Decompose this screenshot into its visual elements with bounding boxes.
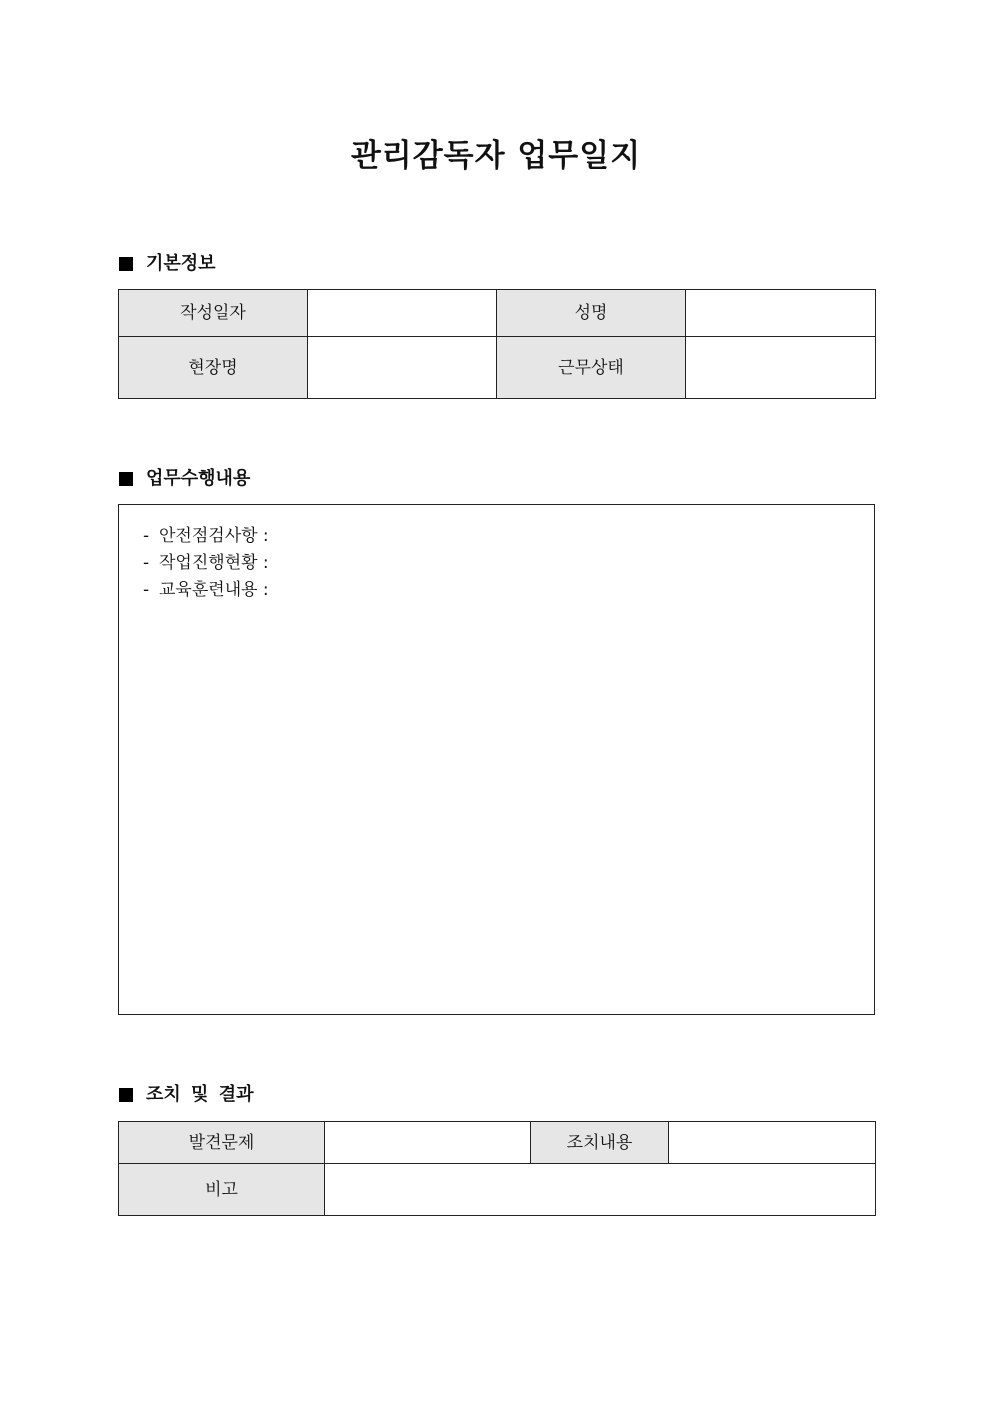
action-taken-label: 조치내용 [531,1122,669,1164]
section-heading-action-result-text: 조치 및 결과 [146,1084,254,1105]
issue-found-field[interactable] [325,1122,531,1164]
work-status-field[interactable] [686,337,876,399]
dash-marker: - [143,553,150,573]
section-heading-basic-info-text: 기본정보 [146,253,216,274]
training-content-label: 교육훈련내용 : [159,580,269,600]
work-progress-label: 작업진행현황 : [159,553,269,573]
site-name-label: 현장명 [119,337,308,399]
document-title: 관리감독자 업무일지 [350,138,642,174]
dash-marker: - [143,580,150,600]
work-content-box[interactable] [118,504,875,1015]
action-result-table [118,1121,876,1216]
work-content-list [143,523,269,604]
action-result-row [119,1122,876,1164]
site-name-field[interactable] [308,337,497,399]
basic-info-table [118,289,876,399]
section-heading-action-result [119,1082,253,1108]
basic-info-row [119,337,876,399]
safety-inspection-label: 안전점검사항 : [159,526,269,546]
list-item [143,577,269,604]
written-date-field[interactable] [308,290,497,337]
remarks-label: 비고 [119,1164,325,1216]
square-bullet-icon [119,1088,133,1102]
list-item [143,550,269,577]
name-field[interactable] [686,290,876,337]
issue-found-label: 발견문제 [119,1122,325,1164]
square-bullet-icon [119,472,133,486]
written-date-label: 작성일자 [119,290,308,337]
section-heading-work-performed [119,466,250,492]
square-bullet-icon [119,257,133,271]
work-status-label: 근무상태 [497,337,686,399]
section-heading-basic-info [119,251,216,277]
dash-marker: - [143,526,150,546]
name-label: 성명 [497,290,686,337]
remarks-field[interactable] [325,1164,876,1216]
action-result-row [119,1164,876,1216]
section-heading-work-performed-text: 업무수행내용 [146,468,251,489]
list-item [143,523,269,550]
basic-info-row [119,290,876,337]
action-taken-field[interactable] [669,1122,876,1164]
